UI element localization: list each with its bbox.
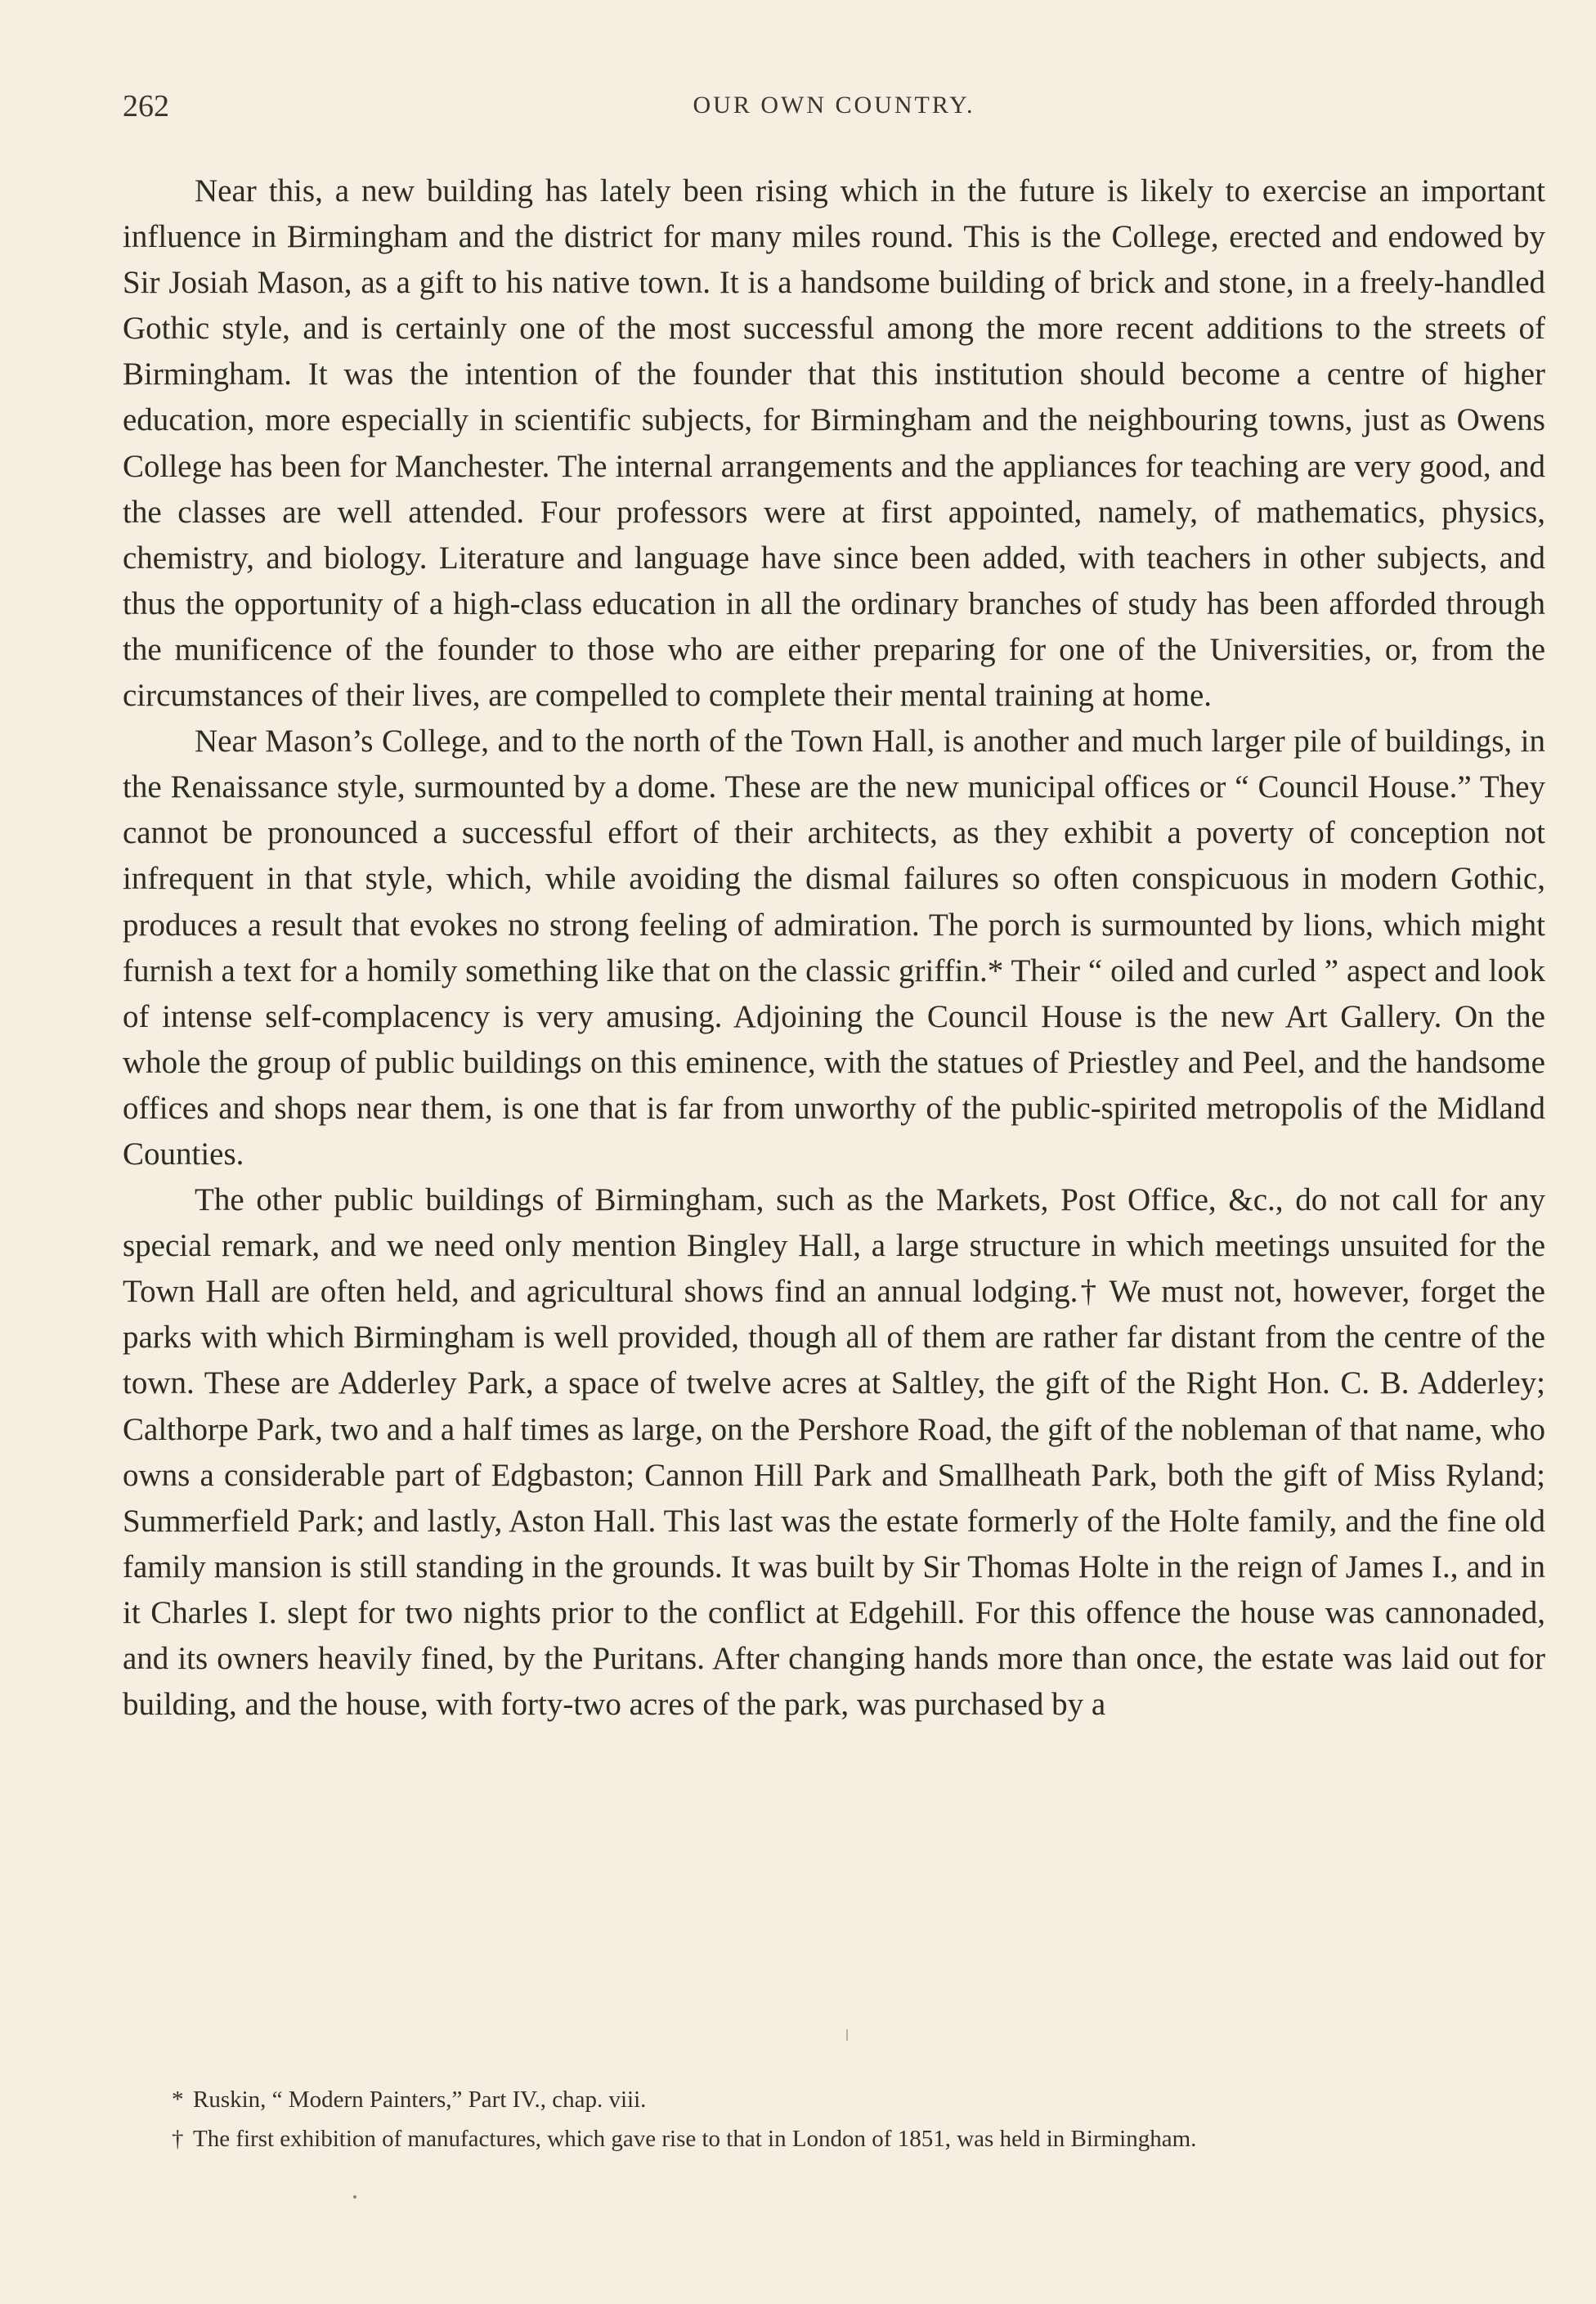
footnote-mark: † xyxy=(172,2126,184,2152)
footnote-ruskin xyxy=(172,2080,1545,2119)
paper-speck xyxy=(353,2195,356,2199)
running-head xyxy=(123,88,1545,129)
paragraph-public-buildings-parks: The other public buildings of Birmingham, such as the Markets, Post Office, &c., do not call for any special remark, and we need only mention Bingley Hall, a large structure in which meetings unsuited for the Town Hall are often held, and agricultural shows find an annual lodging.† We must not, however, forget the parks with which Birmingham is well provided, though all of them are rather far distant from the centre of the town. These are Adderley Park, a space of twelve acres at Saltley, the gift of the Right Hon. C. B. Adderley; Calthorpe Park, two and a half times as large, on the Pershore Road, the gift of the nobleman of that name, who owns a considerable part of Edgbaston; Cannon Hill Park and Smallheath Park, both the gift of Miss Ryland; Summerfield Park; and lastly, Aston Hall. This last was the estate formerly of the Holte family, and the fine old family mansion is still standing in the grounds. It was built by Sir Thomas Holte in the reign of James I., and in it Charles I. slept for two nights prior to the conflict at Edgehill. For this offence the house was cannonaded, and its owners heavily fined, by the Puritans. After changing hands more than once, the estate was laid out for building, and the house, with forty-two acres of the park, was purchased by a xyxy=(123,1182,1545,1723)
footnote-text: Ruskin, “ Modern Painters,” Part IV., chap. viii. xyxy=(193,2087,647,2113)
print-mark xyxy=(846,2029,848,2041)
footnote-mark: * xyxy=(172,2087,184,2113)
footnotes xyxy=(172,2080,1545,2158)
running-title: OUR OWN COUNTRY. xyxy=(693,92,975,119)
paragraph-masons-college: Near this, a new building has lately been rising which in the future is likely to exercise an important influence in Birmingham and the district for many miles round. This is the College, erected and endowed by Sir Josiah Mason, as a gift to his native town. It is a handsome building of brick and stone, in a freely-handled Gothic style, and is certainly one of the most successful among the more recent additions to the streets of Birmingham. It was the intention of the founder that this institution should become a centre of higher education, more especially in scientific subjects, for Birmingham and the neighbouring towns, just as Owens College has been for Manchester. The internal arrangements and the appliances for teaching are very good, and the classes are well attended. Four professors were at first appointed, namely, of mathematics, physics, chemistry, and biology. Literature and language have since been added, with teachers in other subjects, and thus the opportunity of a high-class education in all the ordinary branches of study has been afforded through the munificence of the founder to those who are either preparing for one of the Universities, or, from the circumstances of their lives, are compelled to complete their mental training at home. xyxy=(123,173,1545,714)
body-text xyxy=(123,168,1545,1728)
paragraph-council-house: Near Mason’s College, and to the north of the Town Hall, is another and much larger pile of buildings, in the Renaissance style, surmounted by a dome. These are the new municipal offices or “ Council House.” They cannot be pronounced a successful effort of their architects, as they exhibit a poverty of conception not infrequent in that style, which, while avoiding the dismal failures so often conspicuous in modern Gothic, produces a result that evokes no strong feeling of admiration. The porch is surmounted by lions, which might furnish a text for a homily something like that on the classic griffin.* Their “ oiled and curled ” aspect and look of intense self-complacency is very amusing. Adjoining the Council House is the new Art Gallery. On the whole the group of public buildings on this eminence, with the statues of Priestley and Peel, and the handsome offices and shops near them, is one that is far from unworthy of the public-spirited metropolis of the Midland Counties. xyxy=(123,724,1545,1172)
footnote-text: The first exhibition of manufactures, which gave rise to that in London of 1851, was held in Birmingham. xyxy=(193,2126,1197,2152)
page-number: 262 xyxy=(123,89,169,123)
footnote-exhibition xyxy=(172,2119,1545,2158)
